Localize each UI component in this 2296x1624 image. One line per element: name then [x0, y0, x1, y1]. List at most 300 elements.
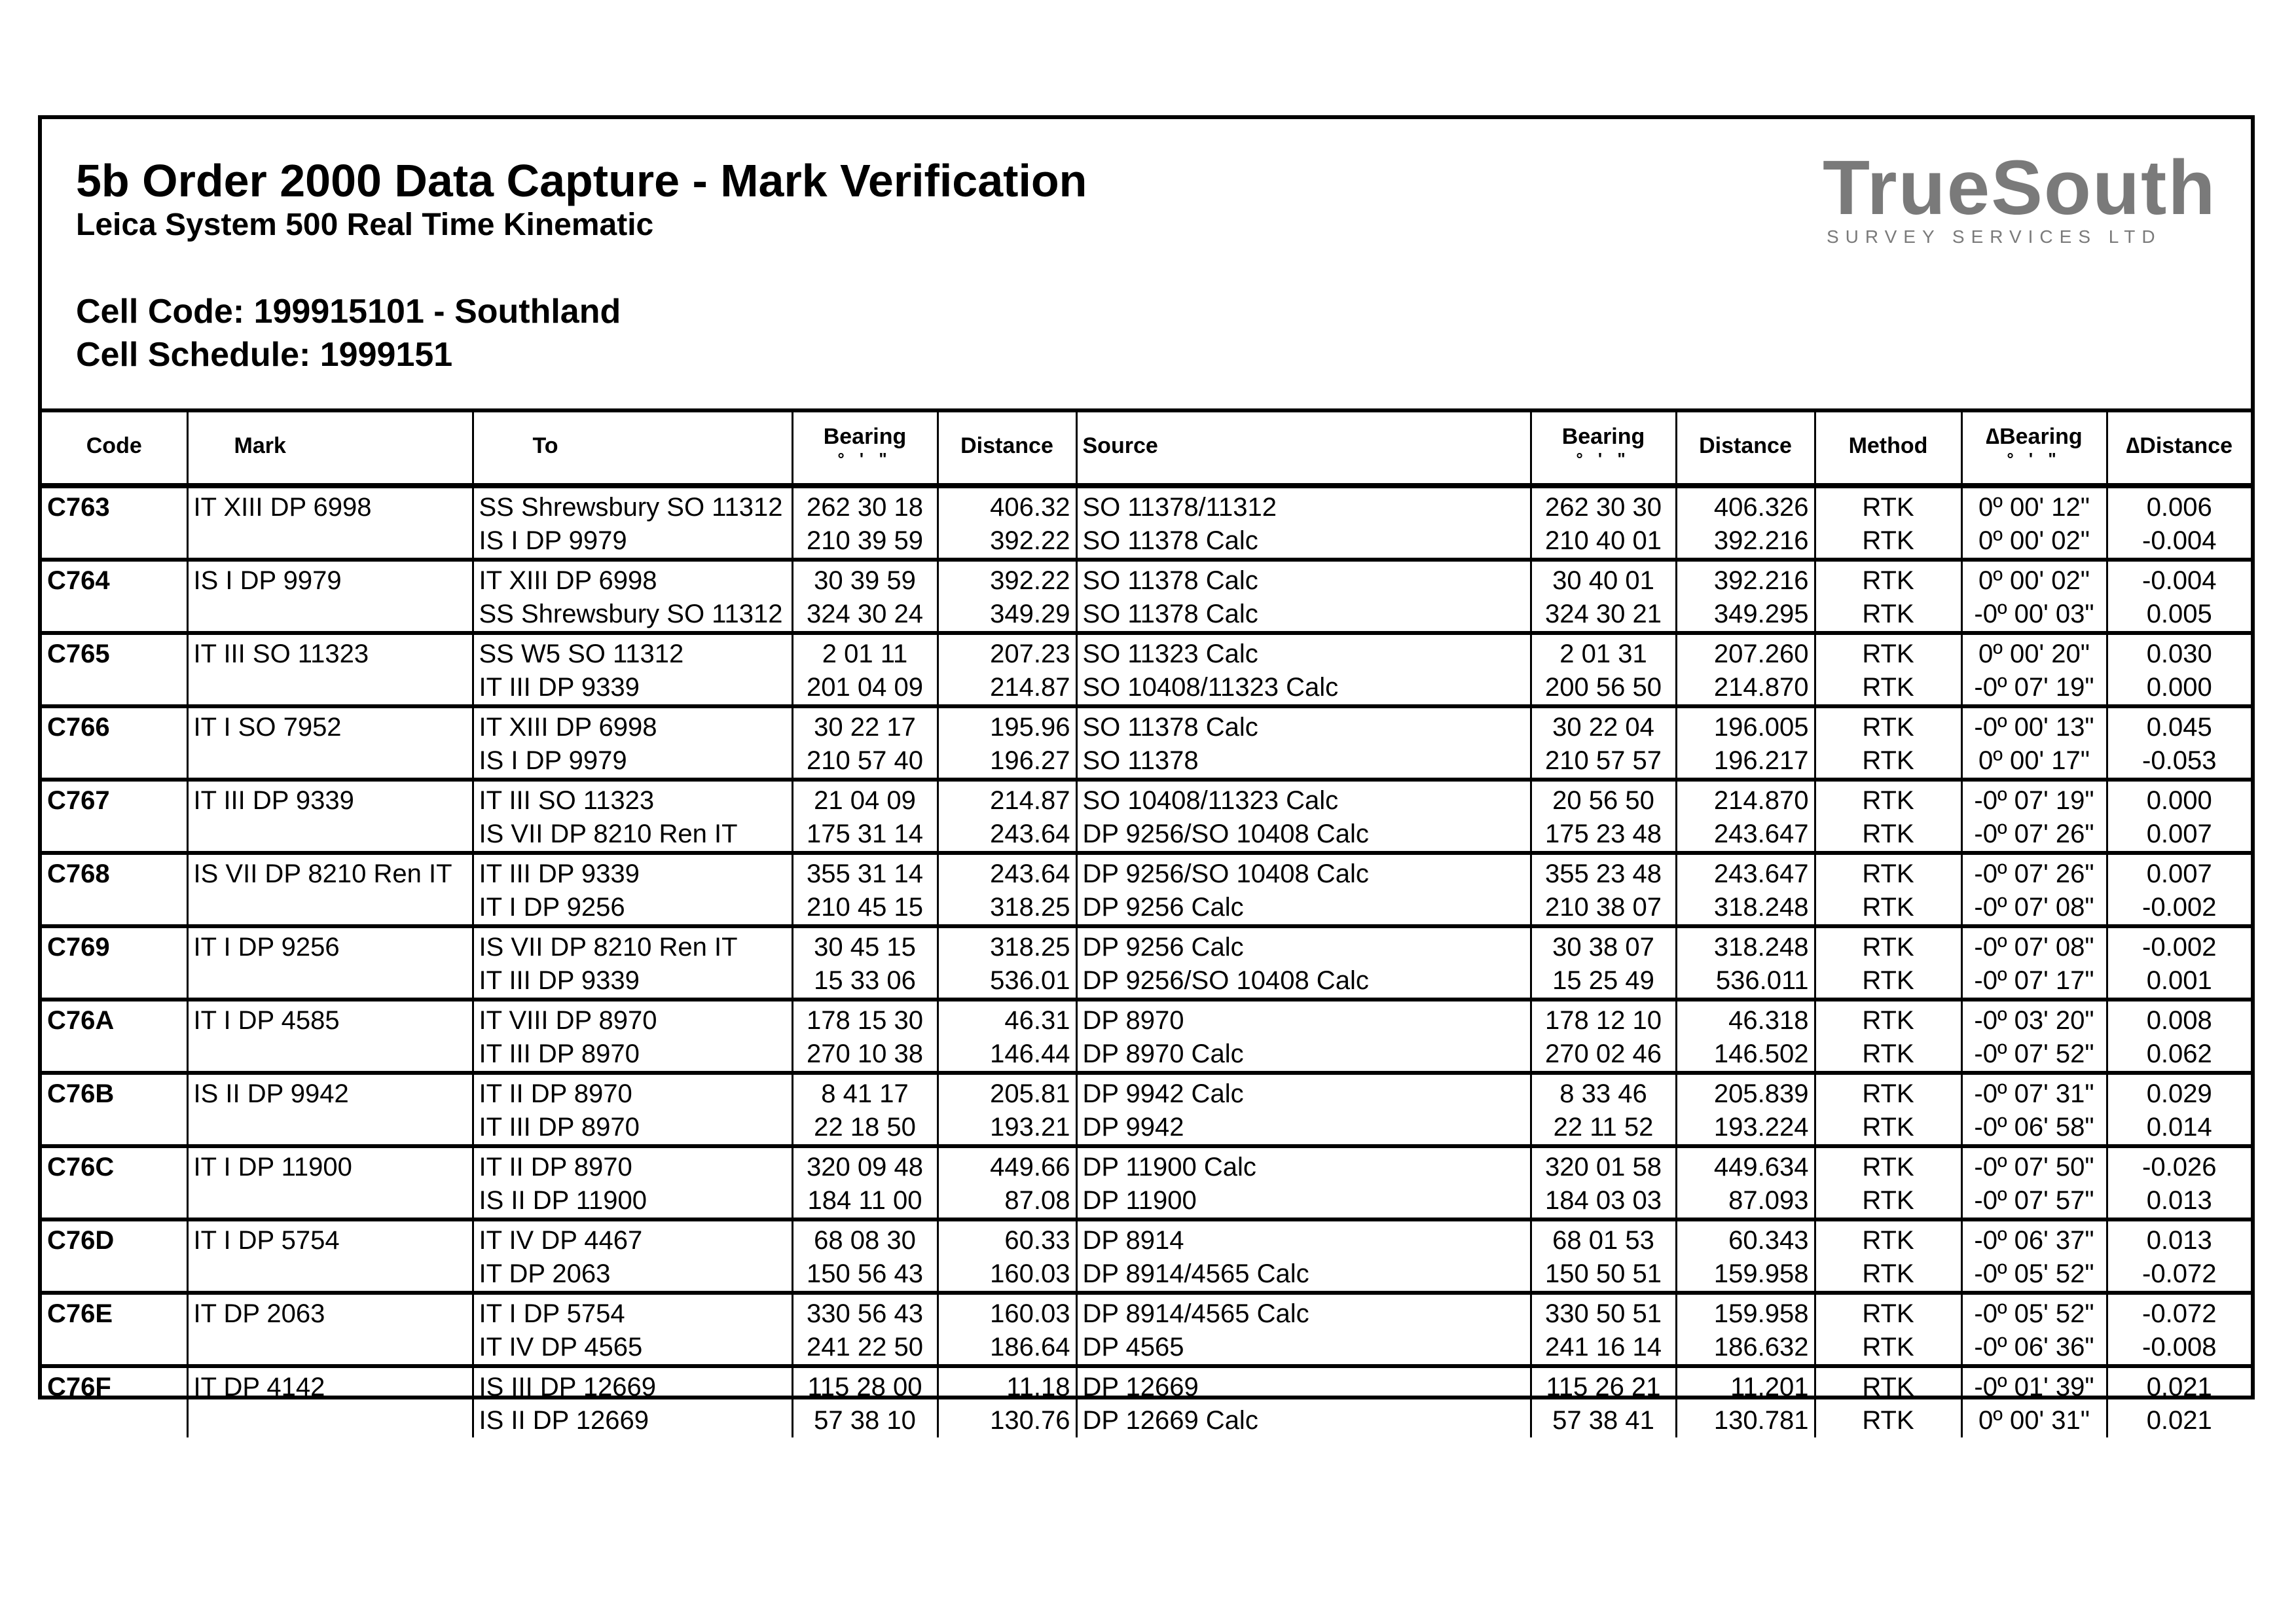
cell-to: IT II DP 8970	[473, 1073, 792, 1111]
cell-delta-bearing: -0º 07' 08"	[1961, 926, 2107, 964]
cell-measured-distance: 392.216	[1676, 560, 1815, 598]
cell-to: IT III DP 9339	[473, 671, 792, 706]
cell-code: C768	[42, 853, 187, 891]
cell-mark	[187, 1111, 473, 1146]
cell-bearing: 241 22 50	[792, 1331, 938, 1366]
table-row	[42, 1111, 2251, 1146]
table-row	[42, 1404, 2251, 1437]
cell-delta-bearing: 0º 00' 02"	[1961, 560, 2107, 598]
cell-method: RTK	[1815, 1000, 1961, 1038]
cell-method: RTK	[1815, 706, 1961, 744]
table-row	[42, 524, 2251, 560]
cell-source: DP 9256/SO 10408 Calc	[1076, 853, 1531, 891]
cell-code	[42, 818, 187, 853]
cell-delta-bearing: -0º 07' 52"	[1961, 1038, 2107, 1073]
verification-table	[42, 408, 2251, 1437]
cell-mark: IT I SO 7952	[187, 706, 473, 744]
cell-bearing: 30 39 59	[792, 560, 938, 598]
cell-distance: 87.08	[938, 1184, 1076, 1219]
cell-source: DP 9942	[1076, 1111, 1531, 1146]
cell-distance: 449.66	[938, 1146, 1076, 1184]
cell-code: C76D	[42, 1219, 187, 1257]
cell-measured-distance: 214.870	[1676, 671, 1815, 706]
cell-code: C765	[42, 633, 187, 671]
cell-method: RTK	[1815, 560, 1961, 598]
cell-mark	[187, 818, 473, 853]
cell-distance: 205.81	[938, 1073, 1076, 1111]
cell-measured-bearing: 175 23 48	[1531, 818, 1676, 853]
cell-measured-distance: 392.216	[1676, 524, 1815, 560]
table-row	[42, 964, 2251, 1000]
cell-delta-distance: -0.004	[2142, 566, 2217, 595]
cell-delta-bearing: -0º 07' 26"	[1961, 853, 2107, 891]
cell-code: C76B	[42, 1073, 187, 1111]
cell-delta-distance: 0.000	[2146, 786, 2212, 815]
cell-delta-distance: 0.014	[2107, 1111, 2251, 1146]
logo-wordmark: TrueSouth	[1823, 145, 2217, 231]
cell-distance: 243.64	[938, 853, 1076, 891]
cell-delta-bearing: 0º 00' 31"	[1961, 1404, 2107, 1437]
cell-bearing: 22 18 50	[792, 1111, 938, 1146]
cell-method: RTK	[1815, 1038, 1961, 1073]
cell-distance: 195.96	[938, 706, 1076, 744]
cell-delta-bearing: -0º 00' 13"	[1961, 706, 2107, 744]
cell-method: RTK	[1815, 964, 1961, 1000]
cell-measured-distance: 349.295	[1676, 598, 1815, 633]
cell-bearing: 330 56 43	[792, 1293, 938, 1331]
cell-delta-bearing: -0º 06' 58"	[1961, 1111, 2107, 1146]
cell-delta-distance: -0.004	[2107, 524, 2251, 560]
cell-source: DP 12669 Calc	[1076, 1404, 1531, 1437]
cell-source: SO 10408/11323 Calc	[1076, 671, 1531, 706]
col-header-method: Method	[1815, 408, 1961, 486]
cell-code	[42, 1111, 187, 1146]
cell-delta-bearing: -0º 01' 39"	[1961, 1366, 2107, 1404]
cell-distance: 207.23	[938, 633, 1076, 671]
cell-code	[42, 598, 187, 633]
table-row	[42, 744, 2251, 780]
cell-code	[42, 1331, 187, 1366]
cell-source: DP 9256 Calc	[1076, 891, 1531, 926]
cell-mark: IS II DP 9942	[187, 1073, 473, 1111]
table-row	[42, 1293, 2251, 1331]
cell-measured-distance: 243.647	[1676, 818, 1815, 853]
cell-measured-bearing: 241 16 14	[1531, 1331, 1676, 1366]
table-row	[42, 1219, 2251, 1257]
cell-mark	[187, 1184, 473, 1219]
cell-mark	[187, 964, 473, 1000]
cell-to: IS I DP 9979	[473, 744, 792, 780]
cell-to: IT III SO 11323	[473, 780, 792, 818]
cell-source: DP 9256 Calc	[1076, 926, 1531, 964]
cell-measured-distance: 193.224	[1676, 1111, 1815, 1146]
cell-method: RTK	[1815, 1219, 1961, 1257]
cell-bearing: 262 30 18	[792, 486, 938, 524]
cell-delta-distance: 0.006	[2146, 493, 2212, 522]
cell-measured-distance: 159.958	[1676, 1257, 1815, 1293]
cell-distance: 392.22	[938, 560, 1076, 598]
cell-method: RTK	[1815, 1331, 1961, 1366]
cell-distance: 130.76	[938, 1404, 1076, 1437]
cell-measured-bearing: 184 03 03	[1531, 1184, 1676, 1219]
cell-to: IT III DP 9339	[473, 964, 792, 1000]
cell-bearing: 178 15 30	[792, 1000, 938, 1038]
cell-measured-bearing: 30 22 04	[1531, 706, 1676, 744]
cell-delta-distance: -0.072	[2107, 1257, 2251, 1293]
cell-measured-bearing: 15 25 49	[1531, 964, 1676, 1000]
cell-distance: 196.27	[938, 744, 1076, 780]
cell-source: DP 4565	[1076, 1331, 1531, 1366]
cell-measured-bearing: 2 01 31	[1531, 633, 1676, 671]
cell-delta-bearing: -0º 07' 57"	[1961, 1184, 2107, 1219]
cell-measured-distance: 536.011	[1676, 964, 1815, 1000]
col-header-measured-distance: Distance	[1676, 408, 1815, 486]
cell-delta-distance: -0.053	[2107, 744, 2251, 780]
dms-symbols: ° ' "	[2007, 448, 2062, 469]
cell-distance: 11.18	[938, 1366, 1076, 1404]
cell-source: DP 8914/4565 Calc	[1076, 1293, 1531, 1331]
cell-mark	[187, 1257, 473, 1293]
table-row	[42, 891, 2251, 926]
cell-code	[42, 1038, 187, 1073]
cell-delta-bearing: 0º 00' 17"	[1961, 744, 2107, 780]
cell-measured-bearing: 320 01 58	[1531, 1146, 1676, 1184]
cell-measured-bearing: 150 50 51	[1531, 1257, 1676, 1293]
cell-bearing: 68 08 30	[792, 1219, 938, 1257]
table-row	[42, 633, 2251, 671]
cell-bearing: 115 28 00	[792, 1366, 938, 1404]
cell-delta-distance: 0.029	[2146, 1079, 2212, 1108]
table-row	[42, 1000, 2251, 1038]
cell-delta-distance: 0.045	[2146, 713, 2212, 742]
cell-delta-bearing: -0º 05' 52"	[1961, 1257, 2107, 1293]
cell-delta-distance: 0.007	[2107, 818, 2251, 853]
cell-mark: IT I DP 9256	[187, 926, 473, 964]
cell-method: RTK	[1815, 1293, 1961, 1331]
cell-to: IT III DP 8970	[473, 1111, 792, 1146]
cell-method: RTK	[1815, 1184, 1961, 1219]
cell-measured-distance: 214.870	[1676, 780, 1815, 818]
cell-delta-bearing: -0º 07' 26"	[1961, 818, 2107, 853]
table-row	[42, 1257, 2251, 1293]
cell-method: RTK	[1815, 486, 1961, 524]
cell-measured-bearing: 20 56 50	[1531, 780, 1676, 818]
cell-code	[42, 1184, 187, 1219]
cell-method: RTK	[1815, 1404, 1961, 1437]
cell-to: IS II DP 12669	[473, 1404, 792, 1437]
cell-delta-distance: 0.007	[2146, 859, 2212, 888]
cell-bearing: 201 04 09	[792, 671, 938, 706]
cell-to: IS VII DP 8210 Ren IT	[473, 818, 792, 853]
cell-delta-bearing: 0º 00' 20"	[1961, 633, 2107, 671]
cell-mark: IT DP 2063	[187, 1293, 473, 1331]
cell-code: C76E	[42, 1293, 187, 1331]
cell-code	[42, 1257, 187, 1293]
cell-delta-bearing: -0º 07' 17"	[1961, 964, 2107, 1000]
cell-measured-distance: 87.093	[1676, 1184, 1815, 1219]
cell-to: IT I DP 9256	[473, 891, 792, 926]
cell-bearing: 184 11 00	[792, 1184, 938, 1219]
cell-distance: 160.03	[938, 1257, 1076, 1293]
cell-measured-distance: 318.248	[1676, 926, 1815, 964]
cell-bearing: 324 30 24	[792, 598, 938, 633]
cell-delta-distance: -0.002	[2107, 891, 2251, 926]
col-header-measured-bearing	[1531, 408, 1676, 486]
cell-mark: IT I DP 5754	[187, 1219, 473, 1257]
cell-delta-bearing: 0º 00' 02"	[1961, 524, 2107, 560]
cell-bearing: 21 04 09	[792, 780, 938, 818]
cell-measured-distance: 207.260	[1676, 633, 1815, 671]
cell-measured-bearing: 270 02 46	[1531, 1038, 1676, 1073]
cell-measured-bearing: 210 57 57	[1531, 744, 1676, 780]
table-row	[42, 706, 2251, 744]
cell-bearing: 8 41 17	[792, 1073, 938, 1111]
cell-measured-bearing: 22 11 52	[1531, 1111, 1676, 1146]
cell-measured-bearing: 115 26 21	[1531, 1366, 1676, 1404]
cell-method: RTK	[1815, 891, 1961, 926]
table-row	[42, 1073, 2251, 1111]
cell-measured-bearing: 210 38 07	[1531, 891, 1676, 926]
cell-code	[42, 524, 187, 560]
cell-measured-bearing: 210 40 01	[1531, 524, 1676, 560]
cell-source: SO 11378 Calc	[1076, 598, 1531, 633]
cell-measured-bearing: 355 23 48	[1531, 853, 1676, 891]
cell-source: SO 11378 Calc	[1076, 560, 1531, 598]
cell-source: DP 11900	[1076, 1184, 1531, 1219]
cell-delta-bearing: -0º 07' 08"	[1961, 891, 2107, 926]
cell-measured-bearing: 30 38 07	[1531, 926, 1676, 964]
table-row	[42, 1184, 2251, 1219]
cell-delta-distance: -0.072	[2142, 1299, 2217, 1328]
report-title: 5b Order 2000 Data Capture - Mark Verification	[76, 155, 1087, 206]
cell-code	[42, 891, 187, 926]
cell-delta-distance: 0.013	[2146, 1226, 2212, 1255]
cell-delta-bearing: -0º 07' 19"	[1961, 671, 2107, 706]
cell-measured-distance: 205.839	[1676, 1073, 1815, 1111]
cell-delta-distance: -0.026	[2142, 1153, 2217, 1182]
cell-delta-distance: 0.062	[2107, 1038, 2251, 1073]
cell-method: RTK	[1815, 1257, 1961, 1293]
col-header-delta-bearing	[1961, 408, 2107, 486]
cell-code: C764	[42, 560, 187, 598]
cell-bearing: 15 33 06	[792, 964, 938, 1000]
cell-mark: IT I DP 4585	[187, 1000, 473, 1038]
cell-measured-distance: 46.318	[1676, 1000, 1815, 1038]
table-row	[42, 486, 2251, 524]
cell-code: C76A	[42, 1000, 187, 1038]
cell-source: SO 11323 Calc	[1076, 633, 1531, 671]
cell-distance: 186.64	[938, 1331, 1076, 1366]
cell-delta-distance: 0.005	[2107, 598, 2251, 633]
cell-mark	[187, 744, 473, 780]
cell-delta-distance: 0.021	[2146, 1373, 2212, 1401]
cell-bearing: 210 57 40	[792, 744, 938, 780]
cell-mark	[187, 524, 473, 560]
cell-delta-distance: 0.021	[2146, 1406, 2212, 1435]
cell-measured-distance: 60.343	[1676, 1219, 1815, 1257]
cell-source: DP 8970 Calc	[1076, 1038, 1531, 1073]
cell-to: IT XIII DP 6998	[473, 706, 792, 744]
cell-measured-distance: 186.632	[1676, 1331, 1815, 1366]
col-header-bearing-label: Bearing	[823, 424, 907, 449]
cell-source: DP 9256/SO 10408 Calc	[1076, 964, 1531, 1000]
cell-measured-bearing: 30 40 01	[1531, 560, 1676, 598]
cell-to: IS III DP 12669	[473, 1366, 792, 1404]
cell-method: RTK	[1815, 818, 1961, 853]
cell-code: C76C	[42, 1146, 187, 1184]
cell-mark	[187, 598, 473, 633]
cell-code	[42, 744, 187, 780]
cell-bearing: 210 39 59	[792, 524, 938, 560]
table-body	[42, 486, 2251, 1437]
cell-bearing: 355 31 14	[792, 853, 938, 891]
cell-to: SS W5 SO 11312	[473, 633, 792, 671]
cell-method: RTK	[1815, 1146, 1961, 1184]
cell-source: SO 10408/11323 Calc	[1076, 780, 1531, 818]
cell-delta-distance: -0.008	[2107, 1331, 2251, 1366]
cell-measured-bearing: 57 38 41	[1531, 1404, 1676, 1437]
cell-distance: 392.22	[938, 524, 1076, 560]
cell-measured-distance: 318.248	[1676, 891, 1815, 926]
cell-distance: 243.64	[938, 818, 1076, 853]
cell-to: IS II DP 11900	[473, 1184, 792, 1219]
table-row	[42, 818, 2251, 853]
cell-schedule: Cell Schedule: 1999151	[76, 336, 453, 374]
cell-bearing: 320 09 48	[792, 1146, 938, 1184]
cell-mark	[187, 891, 473, 926]
cell-distance: 60.33	[938, 1219, 1076, 1257]
cell-bearing: 2 01 11	[792, 633, 938, 671]
table-row	[42, 926, 2251, 964]
cell-mark: IT XIII DP 6998	[187, 486, 473, 524]
cell-code: C766	[42, 706, 187, 744]
table-row	[42, 1038, 2251, 1073]
cell-measured-distance: 146.502	[1676, 1038, 1815, 1073]
cell-measured-distance: 243.647	[1676, 853, 1815, 891]
cell-method: RTK	[1815, 524, 1961, 560]
logo-tagline: SURVEY SERVICES LTD	[1827, 226, 2162, 247]
cell-to: IT I DP 5754	[473, 1293, 792, 1331]
cell-to: IT DP 2063	[473, 1257, 792, 1293]
cell-distance: 160.03	[938, 1293, 1076, 1331]
cell-mark: IT III SO 11323	[187, 633, 473, 671]
cell-measured-bearing: 330 50 51	[1531, 1293, 1676, 1331]
cell-to: IS I DP 9979	[473, 524, 792, 560]
cell-code: C76F	[42, 1366, 187, 1404]
cell-to: IT II DP 8970	[473, 1146, 792, 1184]
col-header-mark: Mark	[187, 408, 473, 486]
cell-delta-bearing: -0º 00' 03"	[1961, 598, 2107, 633]
cell-mark	[187, 1038, 473, 1073]
table-row	[42, 671, 2251, 706]
cell-method: RTK	[1815, 1073, 1961, 1111]
cell-distance: 193.21	[938, 1111, 1076, 1146]
cell-measured-distance: 196.217	[1676, 744, 1815, 780]
cell-measured-bearing: 262 30 30	[1531, 486, 1676, 524]
cell-delta-distance: 0.001	[2107, 964, 2251, 1000]
cell-bearing: 270 10 38	[792, 1038, 938, 1073]
report-header	[42, 119, 2251, 412]
table-row	[42, 1366, 2251, 1404]
cell-method: RTK	[1815, 598, 1961, 633]
cell-code: C767	[42, 780, 187, 818]
cell-source: DP 8914/4565 Calc	[1076, 1257, 1531, 1293]
cell-delta-bearing: -0º 05' 52"	[1961, 1293, 2107, 1331]
cell-to: IT IV DP 4467	[473, 1219, 792, 1257]
cell-source: SO 11378/11312	[1076, 486, 1531, 524]
cell-bearing: 150 56 43	[792, 1257, 938, 1293]
cell-measured-distance: 406.326	[1676, 486, 1815, 524]
col-header-source: Source	[1076, 408, 1531, 486]
cell-bearing: 30 45 15	[792, 926, 938, 964]
table-row	[42, 780, 2251, 818]
cell-delta-bearing: -0º 06' 37"	[1961, 1219, 2107, 1257]
cell-method: RTK	[1815, 671, 1961, 706]
cell-source: DP 8970	[1076, 1000, 1531, 1038]
cell-method: RTK	[1815, 1366, 1961, 1404]
cell-to: SS Shrewsbury SO 11312	[473, 598, 792, 633]
cell-code	[42, 964, 187, 1000]
cell-mark: IT DP 4142	[187, 1366, 473, 1404]
cell-bearing: 175 31 14	[792, 818, 938, 853]
company-logo	[1823, 145, 2217, 254]
cell-delta-distance: 0.013	[2107, 1184, 2251, 1219]
dms-symbols: ° ' "	[1576, 448, 1631, 469]
cell-method: RTK	[1815, 926, 1961, 964]
cell-measured-distance: 159.958	[1676, 1293, 1815, 1331]
cell-source: DP 9942 Calc	[1076, 1073, 1531, 1111]
cell-measured-bearing: 178 12 10	[1531, 1000, 1676, 1038]
cell-delta-distance: 0.008	[2146, 1006, 2212, 1035]
table-row	[42, 598, 2251, 633]
cell-distance: 146.44	[938, 1038, 1076, 1073]
cell-mark: IS VII DP 8210 Ren IT	[187, 853, 473, 891]
cell-code: C769	[42, 926, 187, 964]
cell-mark: IT III DP 9339	[187, 780, 473, 818]
table-header-row	[42, 408, 2251, 486]
cell-distance: 318.25	[938, 926, 1076, 964]
cell-code	[42, 671, 187, 706]
cell-delta-distance: -0.002	[2142, 933, 2217, 962]
cell-delta-distance: 0.030	[2146, 640, 2212, 668]
table-row	[42, 1146, 2251, 1184]
cell-method: RTK	[1815, 744, 1961, 780]
cell-method: RTK	[1815, 780, 1961, 818]
cell-to: IT III DP 9339	[473, 853, 792, 891]
cell-delta-bearing: -0º 07' 50"	[1961, 1146, 2107, 1184]
cell-measured-distance: 11.201	[1676, 1366, 1815, 1404]
cell-source: SO 11378	[1076, 744, 1531, 780]
cell-to: IT XIII DP 6998	[473, 560, 792, 598]
cell-source: DP 11900 Calc	[1076, 1146, 1531, 1184]
cell-delta-bearing: -0º 03' 20"	[1961, 1000, 2107, 1038]
cell-code: Cell Code: 199915101 - Southland	[76, 293, 621, 331]
col-header-bearing	[792, 408, 938, 486]
cell-delta-distance: 0.000	[2107, 671, 2251, 706]
cell-distance: 214.87	[938, 780, 1076, 818]
col-header-delta-bearing-label: ∆Bearing	[1986, 424, 2083, 449]
col-header-delta-distance: ∆Distance	[2107, 408, 2251, 486]
table-row	[42, 560, 2251, 598]
cell-mark: IT I DP 11900	[187, 1146, 473, 1184]
cell-bearing: 210 45 15	[792, 891, 938, 926]
cell-delta-bearing: -0º 07' 19"	[1961, 780, 2107, 818]
cell-method: RTK	[1815, 1111, 1961, 1146]
cell-mark	[187, 1404, 473, 1437]
cell-distance: 349.29	[938, 598, 1076, 633]
cell-to: IT IV DP 4565	[473, 1331, 792, 1366]
cell-mark	[187, 1331, 473, 1366]
